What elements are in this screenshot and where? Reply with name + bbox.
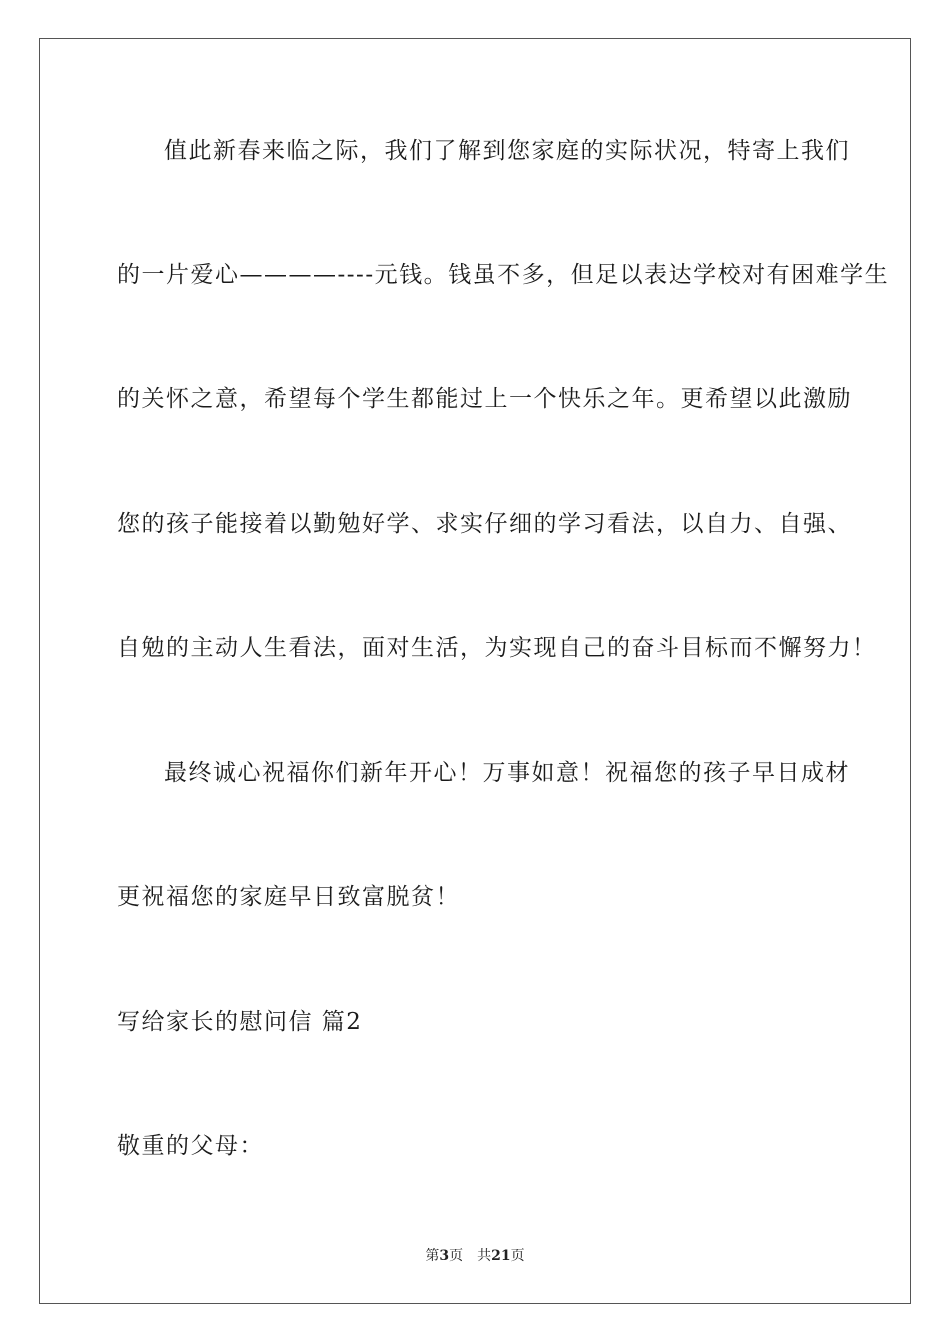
total-suffix: 页 — [510, 1248, 525, 1264]
page-border — [39, 38, 911, 1304]
paragraph-line: 更祝福您的家庭早日致富脱贫！ — [117, 884, 460, 910]
paragraph-line: 最终诚心祝福你们新年开心！万事如意！祝福您的孩子早日成材 — [164, 760, 850, 786]
paragraph-line: 的关怀之意，希望每个学生都能过上一个快乐之年。更希望以此激励 — [117, 386, 852, 412]
paragraph-line: 值此新春来临之际，我们了解到您家庭的实际状况，特寄上我们 — [164, 138, 850, 164]
page-number: 3 — [439, 1248, 450, 1264]
total-pages: 21 — [491, 1248, 511, 1264]
page-footer — [0, 1246, 950, 1266]
salutation: 敬重的父母： — [117, 1133, 264, 1159]
paragraph-line: 的一片爱心————----元钱。钱虽不多，但足以表达学校对有困难学生 — [117, 262, 890, 288]
total-prefix: 共 — [477, 1248, 492, 1264]
page-suffix: 页 — [449, 1248, 464, 1264]
page-prefix: 第 — [425, 1248, 440, 1264]
paragraph-line: 您的孩子能接着以勤勉好学、求实仔细的学习看法，以自力、自强、 — [117, 511, 852, 537]
section-heading: 写给家长的慰问信 篇2 — [117, 1009, 363, 1035]
paragraph-line: 自勉的主动人生看法，面对生活，为实现自己的奋斗目标而不懈努力！ — [117, 635, 877, 661]
